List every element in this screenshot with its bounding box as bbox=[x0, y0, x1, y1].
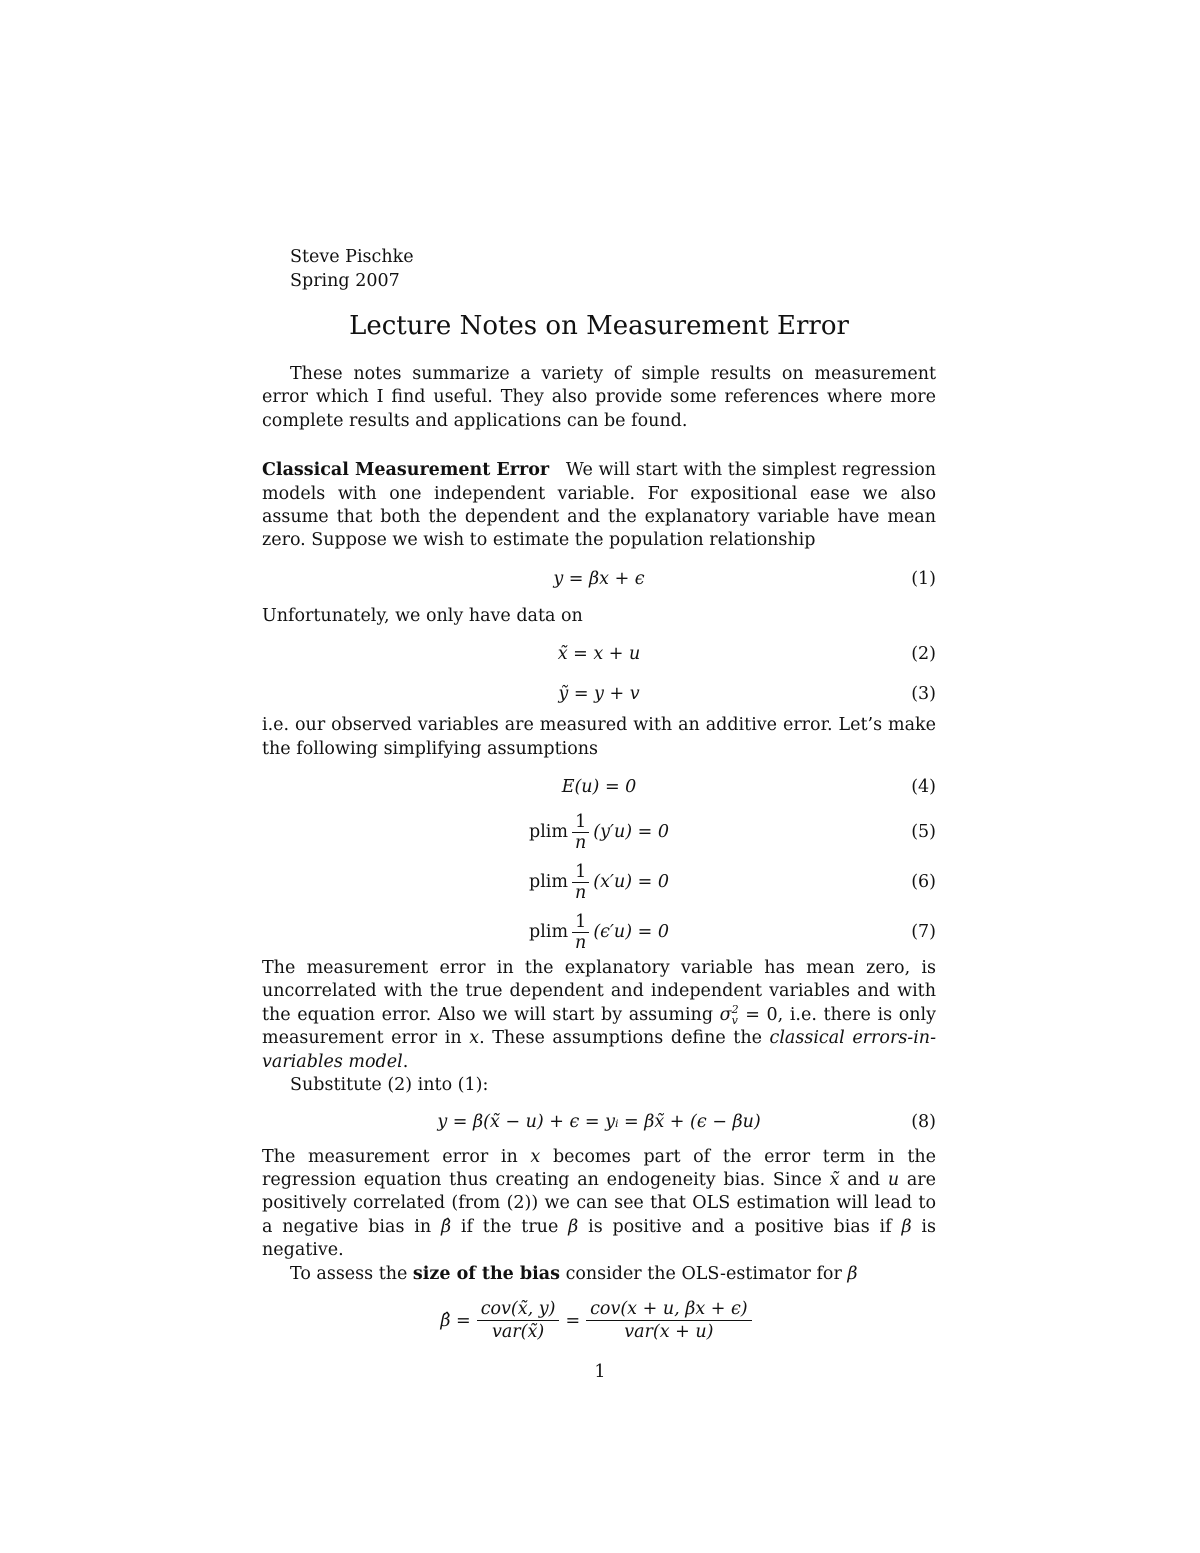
model-term: classical errors-in-variables model bbox=[262, 1028, 936, 1072]
equation-3-body: ỹ = y + v bbox=[558, 684, 640, 705]
sigma-superscript: 2 bbox=[731, 1003, 739, 1017]
text-run: is positive and a positive bias if bbox=[578, 1216, 902, 1237]
section-heading: Classical Measurement Error bbox=[262, 460, 550, 481]
text-run: and bbox=[839, 1169, 888, 1190]
beta-hat-lhs: β̂ = bbox=[440, 1310, 471, 1331]
fraction-denominator: var(x̃) bbox=[491, 1322, 545, 1343]
text-run: consider the OLS-estimator for bbox=[560, 1263, 848, 1284]
equation-3 bbox=[262, 674, 936, 714]
fraction-numerator: cov(x̃, y) bbox=[477, 1298, 560, 1321]
equation-1-body: y = βx + ϵ bbox=[553, 568, 645, 589]
fraction-denominator: var(x + u) bbox=[624, 1322, 714, 1343]
equation-5-body: (y′u) = 0 bbox=[593, 822, 669, 843]
equals-sign: = bbox=[565, 1310, 581, 1331]
math-x: x bbox=[469, 1028, 480, 1049]
equation-1 bbox=[262, 559, 936, 599]
math-beta: β bbox=[901, 1216, 912, 1237]
text-run: . These assumptions define the bbox=[479, 1028, 770, 1049]
text-run: . bbox=[402, 1051, 409, 1072]
text-run: is negative. bbox=[262, 1216, 936, 1261]
sigma-symbol: σ bbox=[719, 1004, 732, 1025]
fraction-numerator: 1 bbox=[572, 812, 589, 833]
equation-7-body: (ϵ′u) = 0 bbox=[593, 922, 669, 943]
substitute-paragraph: Substitute (2) into (1): bbox=[290, 1075, 489, 1096]
equation-6-plim: plim bbox=[529, 872, 568, 893]
equation-7-plim: plim bbox=[529, 922, 569, 943]
page-title: Lecture Notes on Measurement Error bbox=[349, 311, 849, 341]
equation-5 bbox=[262, 807, 936, 857]
equation-7 bbox=[262, 907, 936, 957]
equation-7-number: (7) bbox=[911, 922, 936, 943]
math-beta-hat: β̂ bbox=[440, 1216, 452, 1237]
equation-6 bbox=[262, 857, 936, 907]
equation-6-fraction bbox=[572, 862, 589, 903]
fraction-denominator: n bbox=[575, 932, 587, 953]
text-run: are positively correlated (from (2)) we can see that OLS estimation will lead to a negative bias in bbox=[262, 1169, 936, 1237]
section-text: We will start with the simplest regression models with one independent variable. For expositional ease we also assume that both the dependent and the explanatory variable have mean zero. Suppose we wish to estimate the population relationship bbox=[262, 460, 936, 551]
text-run: = 0, i.e. there is only measurement error in bbox=[262, 1004, 936, 1049]
equation-2 bbox=[262, 634, 936, 674]
unfortunately-paragraph: Unfortunately, we only have data on bbox=[262, 605, 583, 626]
ie-paragraph: i.e. our observed variables are measured with an additive error. Let’s make the following simplifying assumptions bbox=[262, 715, 936, 759]
section-classical-paragraph bbox=[262, 459, 936, 553]
equation-4 bbox=[262, 767, 936, 807]
equation-3-number: (3) bbox=[911, 684, 936, 705]
math-beta: β bbox=[847, 1263, 858, 1284]
fraction-numerator: 1 bbox=[572, 912, 589, 933]
equation-5-fraction bbox=[572, 812, 589, 853]
equation-8-number: (8) bbox=[911, 1111, 936, 1132]
text-run: becomes part of the error term in the regression equation thus creating an endogeneity bias. Since bbox=[262, 1146, 936, 1190]
endogeneity-paragraph bbox=[262, 1146, 936, 1263]
math-u: u bbox=[887, 1169, 900, 1190]
equation-2-body: x̃ = x + u bbox=[557, 644, 641, 665]
sigma-scripts bbox=[732, 1004, 739, 1026]
equation-7-fraction bbox=[572, 912, 589, 953]
author-block bbox=[290, 245, 936, 293]
document-page bbox=[262, 245, 936, 1356]
beta-hat-fraction-2 bbox=[586, 1298, 752, 1343]
equation-4-body: E(u) = 0 bbox=[561, 777, 637, 798]
equation-4-number: (4) bbox=[911, 777, 936, 798]
equation-5-number: (5) bbox=[911, 822, 936, 843]
intro-paragraph: These notes summarize a variety of simple results on measurement error which I find useful. They also provide some references where more complete results and applications can be found. bbox=[262, 364, 936, 431]
page-number: 1 bbox=[594, 1362, 606, 1382]
equation-6-body: (x′u) = 0 bbox=[593, 872, 669, 893]
beta-hat-equation bbox=[262, 1286, 936, 1356]
equation-1-number: (1) bbox=[911, 568, 936, 589]
assumptions-paragraph bbox=[262, 957, 936, 1074]
size-of-bias-paragraph bbox=[262, 1263, 936, 1286]
equation-5-plim: plim bbox=[529, 822, 568, 843]
math-x: x bbox=[530, 1146, 541, 1167]
sigma-subscript: v bbox=[731, 1014, 738, 1028]
fraction-denominator: n bbox=[575, 882, 587, 903]
term: Spring 2007 bbox=[290, 271, 400, 291]
text-run: The measurement error in bbox=[262, 1146, 531, 1167]
fraction-numerator: 1 bbox=[572, 862, 589, 883]
text-run: if the true bbox=[451, 1216, 569, 1237]
bold-term: size of the bias bbox=[412, 1263, 560, 1284]
text-run: To assess the bbox=[290, 1263, 413, 1284]
math-x-tilde: x̃ bbox=[829, 1169, 840, 1190]
beta-hat-fraction-1 bbox=[477, 1298, 560, 1343]
equation-8 bbox=[262, 1098, 936, 1146]
math-beta: β bbox=[568, 1216, 579, 1237]
equation-6-number: (6) bbox=[911, 872, 936, 893]
text-run: The measurement error in the explanatory variable has mean zero, is uncorrelated with the true dependent and independent variables and with the equation error. Also we will start by assuming bbox=[262, 958, 936, 1025]
author-name: Steve Pischke bbox=[290, 247, 414, 267]
fraction-denominator: n bbox=[575, 832, 587, 853]
fraction-numerator: cov(x + u, βx + ϵ) bbox=[586, 1298, 752, 1321]
equation-2-number: (2) bbox=[911, 644, 936, 665]
equation-8-body: y = β(x̃ − u) + ϵ = yᵢ = βx̃ + (ϵ − βu) bbox=[437, 1111, 761, 1132]
